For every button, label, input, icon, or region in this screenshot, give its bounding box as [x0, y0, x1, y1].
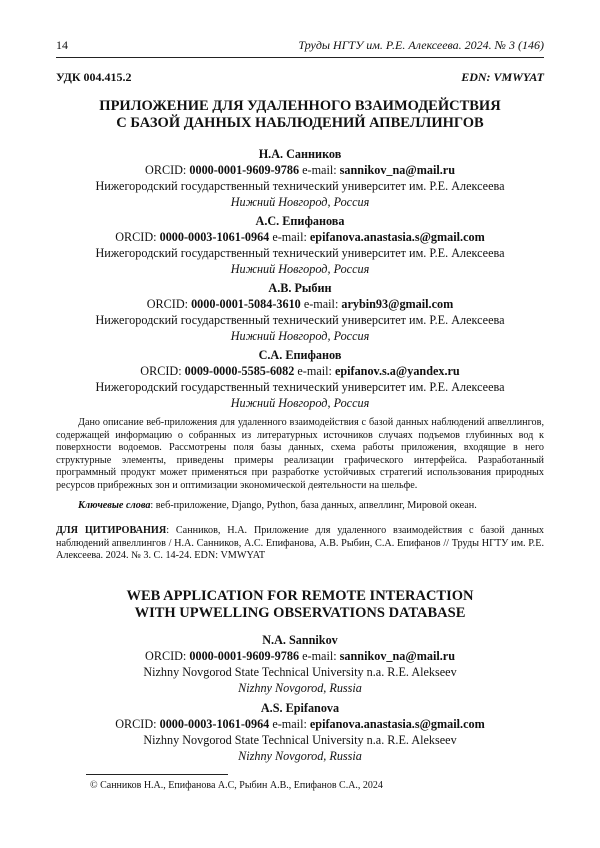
page-number: 14 — [56, 38, 68, 52]
author-contacts — [56, 296, 544, 312]
author-name: N.A. Sannikov — [262, 633, 338, 647]
orcid-label: ORCID: — [146, 297, 192, 311]
title-russian — [56, 98, 544, 132]
author-affiliation: Nizhny Novgorod State Technical University n.a. R.E. Alekseev — [143, 733, 457, 747]
author-contacts — [56, 648, 544, 664]
author-name: A.S. Epifanova — [260, 701, 340, 715]
orcid-id: 0000-0003-1061-0964 — [159, 230, 270, 244]
citation-text: : Санников, Н.А. Приложение для удаленного взаимодействия с базой данных наблюдений апвеллингов / Н.А. Санников, А.С. Епифанова, А.В. Рыбин, С.А. Епифанов // Труды НГТУ им. Р.Е. Алексеева. 2024. № 3. С. 14-24. EDN: VMWYAT — [56, 525, 545, 562]
email-address: sannikov_na@mail.ru — [339, 163, 455, 177]
title-line: С БАЗОЙ ДАННЫХ НАБЛЮДЕНИЙ АПВЕЛЛИНГОВ — [116, 115, 484, 131]
author-city: Нижний Новгород, Россия — [230, 396, 370, 410]
author-affiliation: Нижегородский государственный технический университет им. Р.Е. Алексеева — [95, 179, 505, 193]
keywords — [56, 500, 544, 513]
orcid-id: 0000-0001-9609-9786 — [189, 649, 300, 663]
orcid-id: 0009-0000-5585-6082 — [184, 364, 295, 378]
email-address: epifanov.s.a@yandex.ru — [334, 364, 460, 378]
footnote-rule — [86, 774, 228, 775]
author-block — [56, 280, 544, 344]
udc-code: УДК 004.415.2 — [56, 70, 132, 84]
email-label: e-mail: — [299, 649, 340, 663]
author-contacts — [56, 716, 544, 732]
author-affiliation: Нижегородский государственный технический университет им. Р.Е. Алексеева — [95, 246, 505, 260]
author-name: Н.А. Санников — [258, 147, 342, 161]
email-address: sannikov_na@mail.ru — [339, 649, 455, 663]
email-label: e-mail: — [269, 717, 310, 731]
citation — [56, 525, 544, 563]
email-label: e-mail: — [299, 163, 340, 177]
journal-name: Труды НГТУ им. Р.Е. Алексеева. 2024. № 3 (146) — [298, 38, 544, 52]
email-address: arybin93@gmail.com — [341, 297, 454, 311]
author-city: Nizhny Novgorod, Russia — [238, 749, 362, 763]
header-rule — [56, 57, 544, 58]
orcid-label: ORCID: — [145, 649, 190, 663]
author-block — [56, 347, 544, 411]
title-line: WITH UPWELLING OBSERVATIONS DATABASE — [134, 605, 466, 621]
orcid-label: ORCID: — [115, 717, 160, 731]
edn-code: EDN: VMWYAT — [461, 70, 544, 84]
author-contacts — [56, 363, 544, 379]
author-contacts — [56, 229, 544, 245]
title-english — [56, 588, 544, 622]
copyright-footnote: © Санников Н.А., Епифанова А.С, Рыбин А.В., Епифанов С.А., 2024 — [90, 780, 383, 791]
orcid-id: 0000-0003-1061-0964 — [159, 717, 270, 731]
title-line: ПРИЛОЖЕНИЕ ДЛЯ УДАЛЕННОГО ВЗАИМОДЕЙСТВИЯ — [99, 98, 501, 114]
author-affiliation: Нижегородский государственный технический университет им. Р.Е. Алексеева — [95, 313, 505, 327]
orcid-id: 0000-0001-5084-3610 — [191, 297, 301, 311]
author-block — [56, 700, 544, 764]
keywords-text: : веб-приложение, Django, Python, база данных, апвеллинг, Мировой океан. — [150, 500, 477, 511]
orcid-label: ORCID: — [140, 364, 185, 378]
author-city: Нижний Новгород, Россия — [230, 262, 370, 276]
author-contacts — [56, 162, 544, 178]
author-name: А.С. Епифанова — [255, 214, 345, 228]
email-label: e-mail: — [300, 297, 342, 311]
author-affiliation: Nizhny Novgorod State Technical University n.a. R.E. Alekseev — [143, 665, 457, 679]
author-city: Nizhny Novgorod, Russia — [238, 681, 362, 695]
orcid-label: ORCID: — [115, 230, 160, 244]
title-line: WEB APPLICATION FOR REMOTE INTERACTION — [126, 588, 474, 604]
email-address: epifanova.anastasia.s@gmail.com — [309, 230, 485, 244]
keywords-label: Ключевые слова — [78, 500, 151, 511]
author-affiliation: Нижегородский государственный технический университет им. Р.Е. Алексеева — [95, 380, 505, 394]
author-name: А.В. Рыбин — [268, 281, 332, 295]
email-address: epifanova.anastasia.s@gmail.com — [309, 717, 485, 731]
author-city: Нижний Новгород, Россия — [230, 195, 370, 209]
author-city: Нижний Новгород, Россия — [230, 329, 370, 343]
orcid-label: ORCID: — [145, 163, 190, 177]
author-block — [56, 146, 544, 210]
abstract: Дано описание веб-приложения для удаленного взаимодействия с базой данных наблюдений апвеллингов, содержащей информацию о собранных из литературных источников случаях подъемов глубинных вод к поверхности водоемов. Рассмотрены поля базы данных, схема работы приложения, входящие в него структурные элементы, приведены примеры реализации графического интерфейса. Разработанный программный продукт может применяться при разработке устойчивых стратегий использования природных ресурсов прибрежных зон и оптимизации экономической деятельности на шельфе. — [56, 417, 544, 491]
author-block — [56, 632, 544, 696]
email-label: e-mail: — [269, 230, 310, 244]
email-label: e-mail: — [294, 364, 335, 378]
orcid-id: 0000-0001-9609-9786 — [189, 163, 300, 177]
author-name: С.А. Епифанов — [258, 348, 342, 362]
citation-label: ДЛЯ ЦИТИРОВАНИЯ — [56, 525, 167, 536]
author-block — [56, 213, 544, 277]
